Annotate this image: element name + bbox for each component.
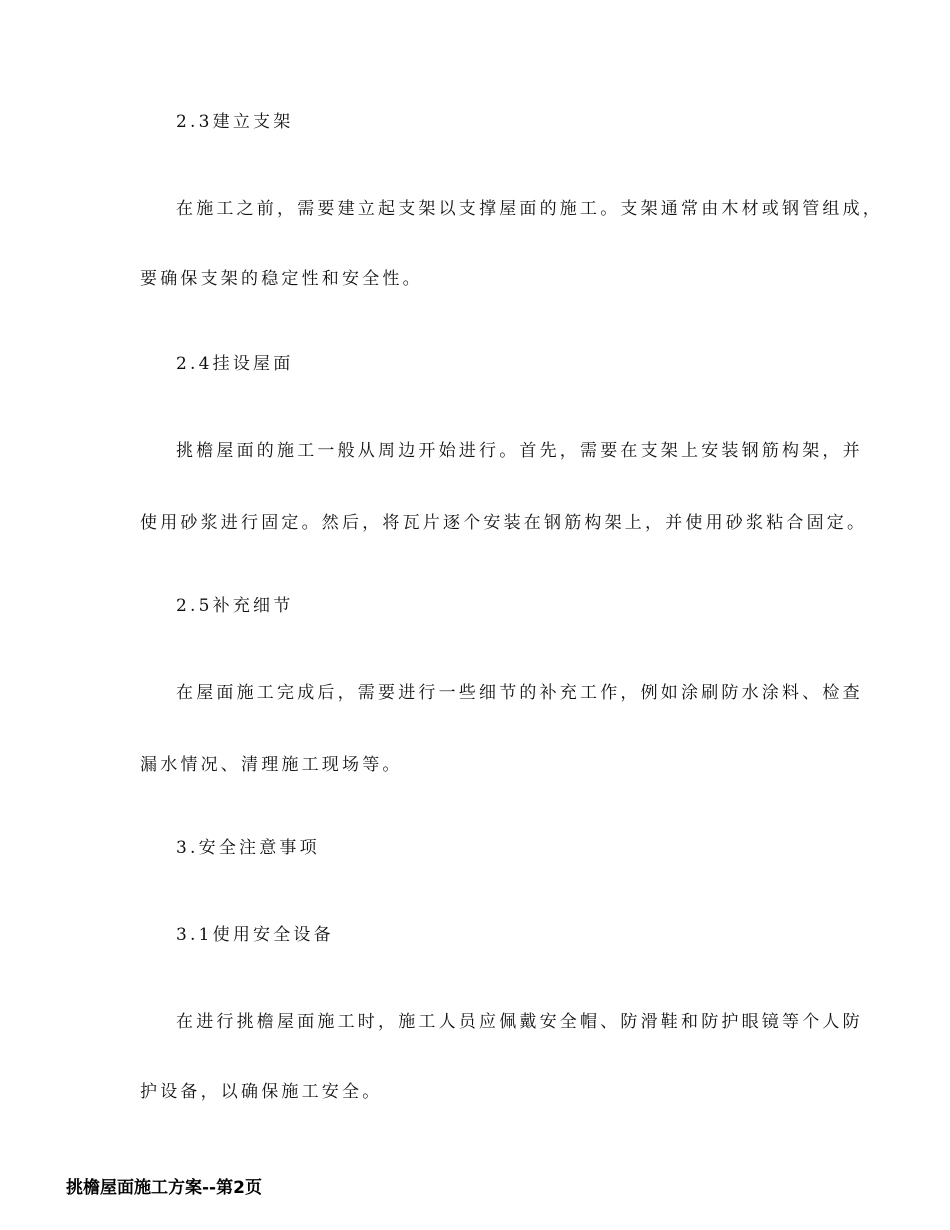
- paragraph-line: 使用砂浆进行固定。然后，将瓦片逐个安装在钢筋构架上，并使用砂浆粘合固定。: [140, 513, 868, 533]
- paragraph-line: 要确保支架的稳定性和安全性。: [140, 269, 423, 289]
- section-heading-3: 3.安全注意事项: [176, 838, 320, 858]
- section-heading-3-1: 3.1使用安全设备: [176, 925, 334, 945]
- section-heading-2-4: 2.4挂设屋面: [176, 354, 294, 374]
- paragraph-line: 在屋面施工完成后，需要进行一些细节的补充工作，例如涂刷防水涂料、检查: [176, 683, 863, 703]
- paragraph-line: 挑檐屋面的施工一般从周边开始进行。首先，需要在支架上安装钢筋构架，并: [176, 441, 863, 461]
- section-heading-2-3: 2.3建立支架: [176, 112, 294, 132]
- section-heading-2-5: 2.5补充细节: [176, 596, 294, 616]
- page-footer: 挑檐屋面施工方案--第2页: [66, 1178, 262, 1198]
- paragraph-line: 漏水情况、清理施工现场等。: [140, 755, 403, 775]
- paragraph-line: 在进行挑檐屋面施工时，施工人员应佩戴安全帽、防滑鞋和防护眼镜等个人防: [176, 1012, 863, 1032]
- paragraph-line: 护设备，以确保施工安全。: [140, 1082, 383, 1102]
- paragraph-line: 在施工之前，需要建立起支架以支撑屋面的施工。支架通常由木材或钢管组成，: [176, 199, 883, 219]
